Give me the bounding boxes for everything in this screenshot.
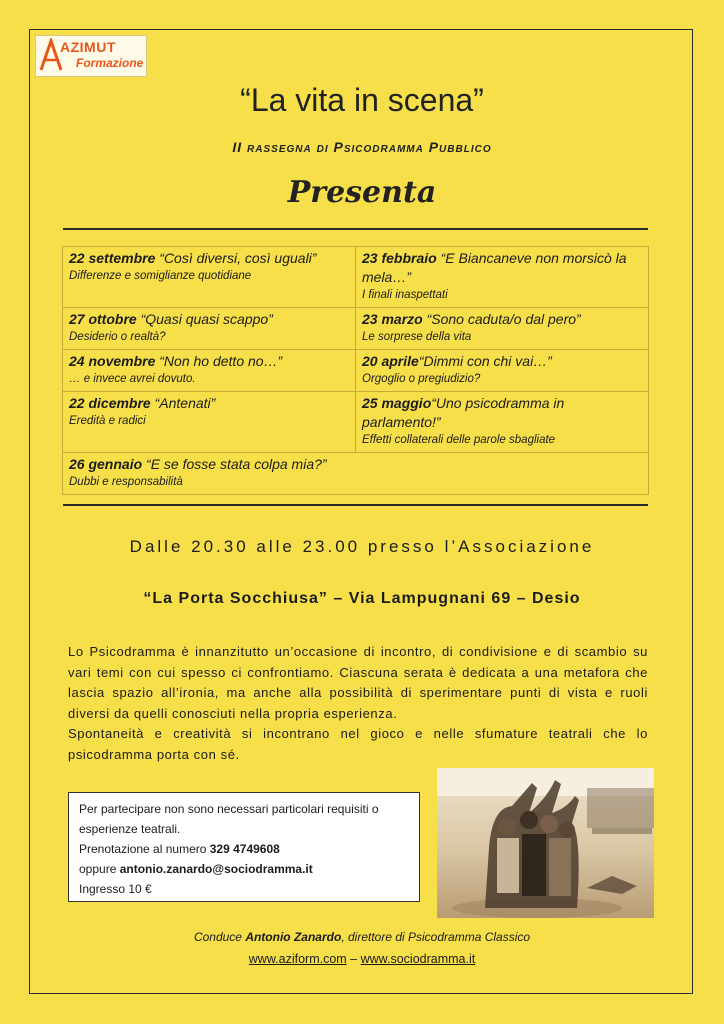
event-title: “Sono caduta/o dal pero” — [422, 311, 581, 327]
aziform-link[interactable]: www.aziform.com — [248, 952, 347, 966]
phone-number[interactable]: 329 4749608 — [209, 842, 280, 856]
event-subtitle: Effetti collaterali delle parole sbagliate — [362, 434, 556, 446]
event-subtitle: Dubbi e responsabilità — [69, 476, 183, 488]
description-paragraph: Spontaneità e creatività si incontrano nel gioco e nelle sfumature teatrali che lo psicodramma porta con sé. — [68, 726, 648, 762]
table-row — [63, 392, 649, 453]
logo-line1: AZIMUT — [60, 39, 116, 55]
event-title: “E Biancaneve non morsicò la mela…” — [362, 250, 627, 285]
page-subtitle: II rassegna di Psicodramma Pubblico — [232, 139, 492, 155]
event-title: “Non ho detto no…” — [155, 353, 283, 369]
event-cell — [356, 350, 649, 392]
group-photo-image — [437, 768, 654, 918]
info-box — [68, 792, 420, 902]
price-text: Ingresso 10 € — [79, 882, 152, 896]
event-subtitle: Desiderio o realtà? — [69, 331, 166, 343]
table-row — [63, 247, 649, 308]
event-cell — [356, 392, 649, 453]
event-subtitle: Orgoglio o pregiudizio? — [362, 373, 481, 385]
venue-text: “La Porta Socchiusa” – Via Lampugnani 69 – Desio — [143, 590, 581, 607]
table-row — [63, 308, 649, 350]
description-paragraph: Lo Psicodramma è innanzitutto un’occasione di incontro, di condivisione e di scambio su vari temi con cui spesso ci confrontiamo. Ciascuna serata è dedicata a una metafora che lascia spazio all’ironia, ma anche alla possibilità di sperimentare punti di vista e ruoli diversi da quelli conosciuti nella propria esperienza. — [68, 644, 648, 721]
event-cell — [63, 308, 356, 350]
azimut-logo — [35, 35, 147, 77]
event-cell — [63, 247, 356, 308]
logo-line2: Formazione — [76, 56, 144, 70]
table-row — [63, 453, 649, 495]
conductor-role: , direttore di Psicodramma Classico — [341, 930, 531, 944]
email-line — [79, 859, 409, 879]
requirements-text: Per partecipare non sono necessari particolari requisiti o esperienze teatrali. — [79, 802, 379, 836]
phone-line — [79, 839, 409, 859]
workshop-photo — [437, 768, 654, 918]
conductor-label: Conduce — [193, 930, 246, 944]
events-table — [62, 246, 649, 495]
conductor-name: Antonio Zanardo — [245, 930, 342, 944]
event-title: “Antenati” — [150, 395, 216, 411]
page-title: “La vita in scena” — [240, 82, 484, 118]
event-title: “Così diversi, così uguali” — [155, 250, 317, 266]
event-date: 23 marzo — [362, 311, 423, 327]
event-subtitle: Eredità e radici — [69, 415, 146, 427]
event-subtitle: Le sorprese della vita — [362, 331, 472, 343]
event-date: 27 ottobre — [69, 311, 137, 327]
divider-bottom — [63, 504, 648, 506]
event-cell — [356, 247, 649, 308]
event-date: 23 febbraio — [362, 250, 437, 266]
event-date: 22 settembre — [69, 250, 156, 266]
event-cell — [63, 350, 356, 392]
event-subtitle: I finali inaspettati — [362, 289, 448, 301]
event-cell — [356, 308, 649, 350]
schedule-text: Dalle 20.30 alle 23.00 presso l’Associazione — [129, 537, 595, 556]
event-date: 25 maggio — [362, 395, 432, 411]
event-title: “Quasi quasi scappo” — [136, 311, 273, 327]
table-row — [63, 350, 649, 392]
event-cell — [63, 453, 649, 495]
event-date: 24 novembre — [69, 353, 156, 369]
phone-label: Prenotazione al numero — [79, 842, 210, 856]
event-subtitle: … e invece avrei dovuto. — [69, 373, 196, 385]
links-line — [0, 952, 724, 966]
event-subtitle: Differenze e somiglianze quotidiane — [69, 270, 252, 282]
event-title: “Uno psicodramma in parlamento!” — [362, 395, 565, 430]
divider-top — [63, 228, 648, 230]
event-title: “Dimmi con chi vai…” — [418, 353, 552, 369]
event-title: “E se fosse stata colpa mia?” — [142, 456, 327, 472]
presenta-heading: Presenta — [287, 175, 437, 210]
conductor-line — [0, 930, 724, 944]
sociodramma-link[interactable]: www.sociodramma.it — [360, 952, 476, 966]
event-date: 26 gennaio — [69, 456, 143, 472]
email-address[interactable]: antonio.zanardo@sociodramma.it — [119, 862, 313, 876]
event-cell — [63, 392, 356, 453]
event-date: 22 dicembre — [69, 395, 151, 411]
email-label: oppure — [79, 862, 120, 876]
link-separator: – — [346, 952, 361, 966]
event-date: 20 aprile — [362, 353, 419, 369]
description — [68, 642, 648, 765]
